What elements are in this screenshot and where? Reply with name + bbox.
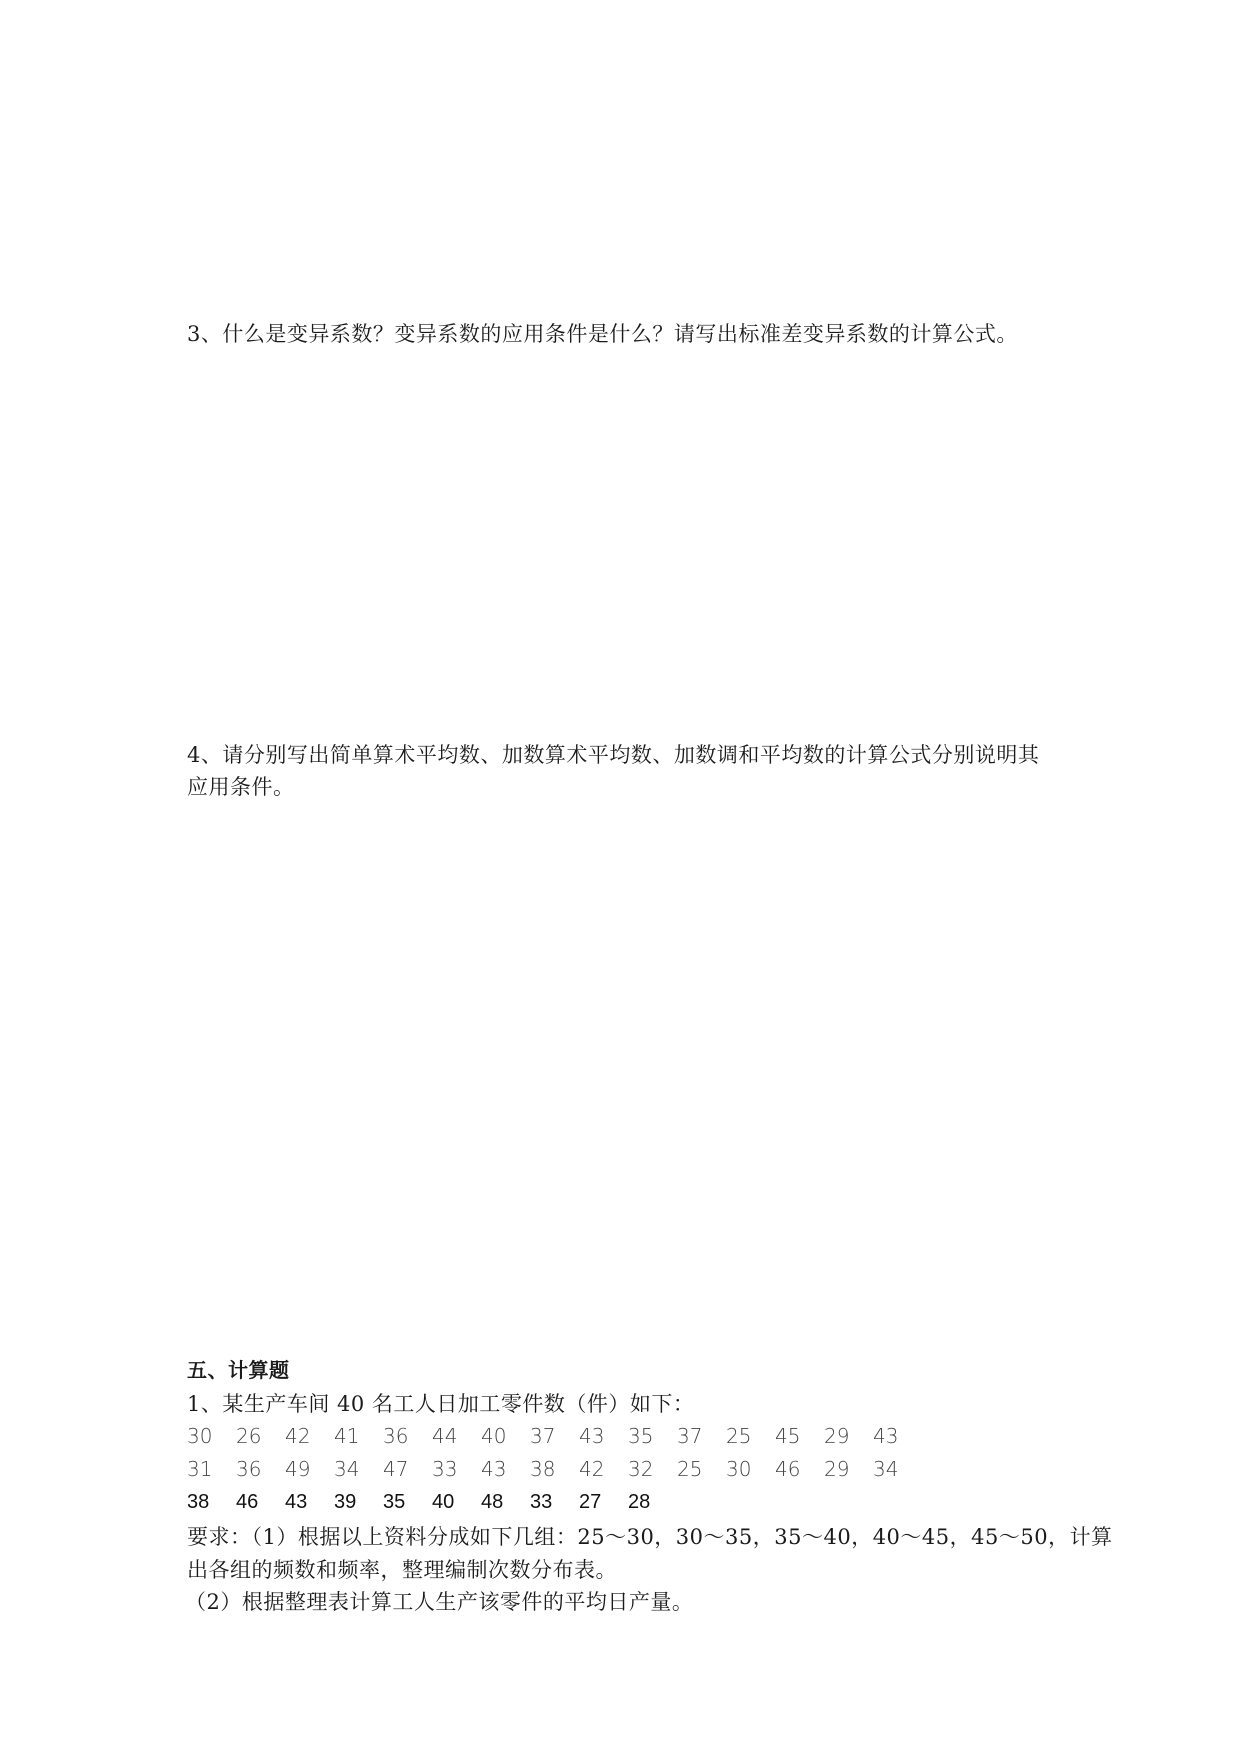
data-value: 42 [579,1457,605,1481]
question-4-line-1: 4、请分别写出简单算术平均数、加数算术平均数、加数调和平均数的计算公式分别说明其 [187,743,1040,767]
data-value: 26 [236,1424,262,1448]
requirement-1-line-2: 出各组的频数和频率，整理编制次数分布表。 [187,1558,617,1582]
data-value: 39 [334,1491,357,1513]
data-value: 27 [579,1491,602,1513]
data-value: 33 [530,1491,553,1513]
data-value: 29 [824,1457,850,1481]
data-value: 43 [579,1424,605,1448]
data-value: 47 [383,1457,409,1481]
data-value: 38 [530,1457,556,1481]
data-value: 31 [187,1457,213,1481]
data-value: 42 [285,1424,311,1448]
section-title: 五、计算题 [187,1358,290,1382]
data-value: 25 [726,1424,752,1448]
data-value: 45 [775,1424,801,1448]
question-3: 3、什么是变异系数？变异系数的应用条件是什么？请写出标准差变异系数的计算公式。 [187,322,1018,346]
data-row-3 [187,1490,1087,1516]
data-value: 34 [334,1457,360,1481]
question-4-line-2: 应用条件。 [187,775,295,799]
requirement-2: （2）根据整理表计算工人生产该零件的平均日产量。 [185,1590,694,1614]
data-value: 40 [481,1424,507,1448]
data-value: 33 [432,1457,458,1481]
requirement-1-line-1: 要求：（1）根据以上资料分成如下几组：25～30，30～35，35～40，40～45，45～50，计算 [187,1525,1113,1549]
data-value: 29 [824,1424,850,1448]
data-value: 35 [383,1491,406,1513]
data-value: 35 [628,1424,654,1448]
data-value: 43 [481,1457,507,1481]
data-value: 48 [481,1491,504,1513]
data-row-1 [187,1424,1087,1450]
data-value: 49 [285,1457,311,1481]
data-value: 40 [432,1491,455,1513]
data-value: 43 [873,1424,899,1448]
data-value: 44 [432,1424,458,1448]
data-value: 32 [628,1457,654,1481]
data-value: 28 [628,1491,651,1513]
data-value: 37 [530,1424,556,1448]
data-value: 38 [187,1491,210,1513]
data-value: 36 [383,1424,409,1448]
problem-1-intro: 1、某生产车间 40 名工人日加工零件数（件）如下： [187,1392,695,1416]
data-value: 30 [187,1424,213,1448]
data-value: 46 [236,1491,259,1513]
data-value: 34 [873,1457,899,1481]
data-value: 41 [334,1424,360,1448]
data-value: 46 [775,1457,801,1481]
data-value: 25 [677,1457,703,1481]
data-value: 30 [726,1457,752,1481]
data-value: 43 [285,1491,308,1513]
data-value: 37 [677,1424,703,1448]
data-row-2 [187,1457,1087,1483]
data-value: 36 [236,1457,262,1481]
